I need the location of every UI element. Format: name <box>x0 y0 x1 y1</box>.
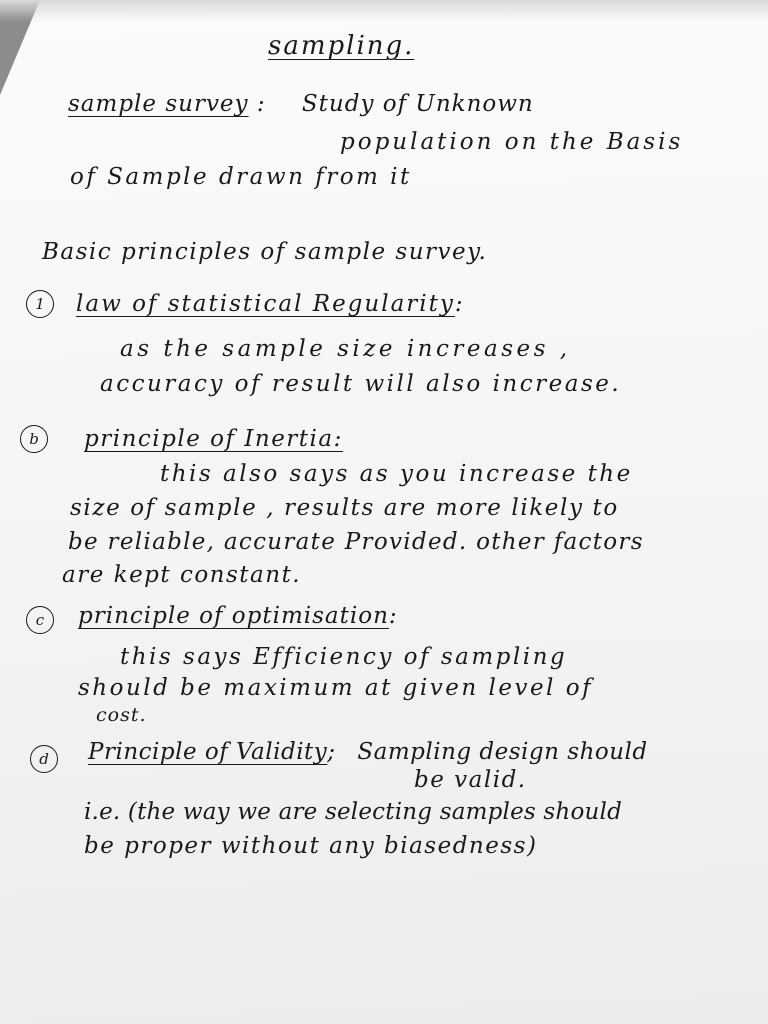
principle-d-heading: Principle of Validity; Sampling design should <box>88 739 648 765</box>
marker-c: c <box>26 606 54 634</box>
principle-b-line-1: this also says as you increase the <box>160 461 633 487</box>
principle-1-line-1: as the sample size increases , <box>120 336 571 362</box>
definition-text-1: Study of Unknown <box>301 91 534 117</box>
principles-heading: Basic principles of sample survey. <box>42 239 488 265</box>
principle-d-line-1: be valid. <box>414 767 527 793</box>
principle-d-title: Principle of Validity <box>88 739 328 765</box>
principle-b-heading: principle of Inertia: <box>84 426 343 452</box>
principle-c-title: principle of optimisation <box>78 603 389 629</box>
principle-b-line-4: are kept constant. <box>62 562 302 588</box>
page-title: sampling. <box>268 31 415 61</box>
principle-1-heading: law of statistical Regularity: <box>76 291 465 317</box>
marker-b: b <box>20 425 48 453</box>
principle-b-line-3: be reliable, accurate Provided. other factors <box>68 529 644 555</box>
principle-c-line-1: this says Efficiency of sampling <box>120 644 568 670</box>
definition-text-3: of Sample drawn from it <box>70 164 412 190</box>
marker-1: 1 <box>26 290 54 318</box>
principle-c-line-2: should be maximum at given level of <box>78 675 594 701</box>
principle-d-line-3: be proper without any biasedness) <box>84 833 538 859</box>
principle-d-line-2: i.e. (the way we are selecting samples should <box>84 799 622 825</box>
definition-line-1: sample survey : Study of Unknown <box>68 91 534 117</box>
principle-1-line-2: accuracy of result will also increase. <box>100 371 622 397</box>
principle-b-line-2: size of sample , results are more likely to <box>70 495 619 521</box>
principle-c-heading: principle of optimisation: <box>78 603 398 629</box>
marker-d: d <box>30 745 58 773</box>
principle-1-title: law of statistical Regularity <box>76 291 455 317</box>
definition-text-2: population on the Basis <box>340 129 684 155</box>
definition-term: sample survey <box>68 91 249 117</box>
principle-d-heading-rest: Sampling design should <box>357 739 648 765</box>
principle-c-line-3: cost. <box>96 704 147 726</box>
